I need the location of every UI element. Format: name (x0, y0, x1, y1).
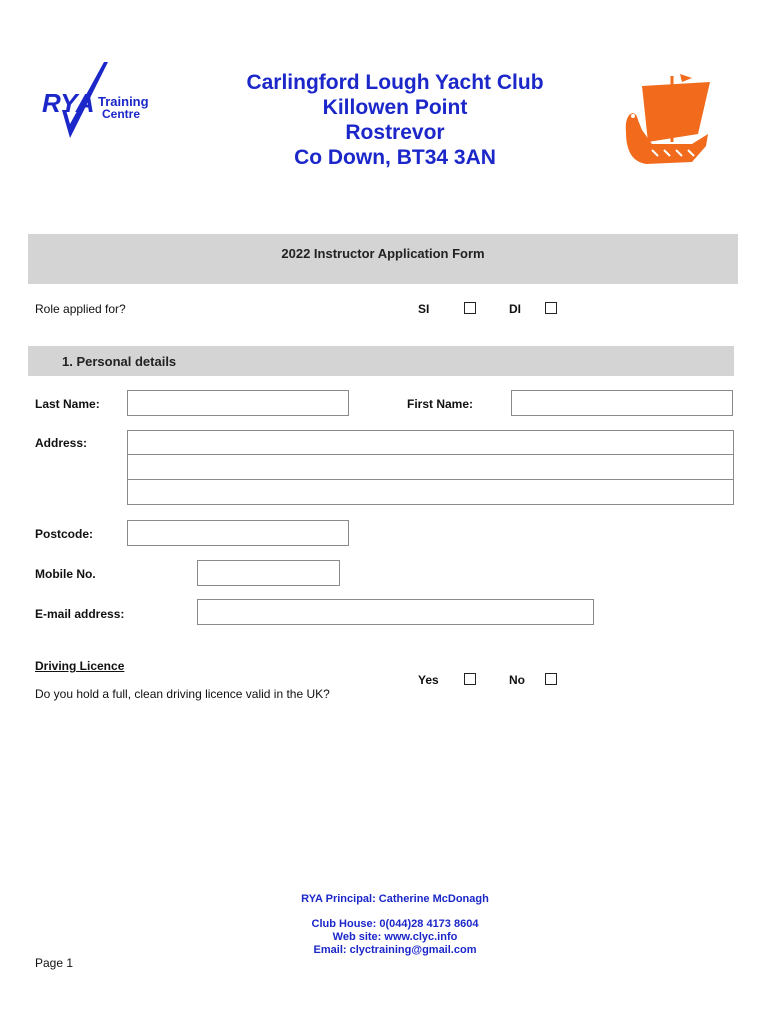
contact-email: Email: clyctraining@gmail.com (313, 944, 477, 956)
yes-label: Yes (418, 673, 439, 687)
club-address-header (190, 70, 600, 170)
form-title: 2022 Instructor Application Form (281, 246, 485, 261)
club-name: Carlingford Lough Yacht Club (246, 71, 544, 94)
address-line-1: Killowen Point (322, 96, 468, 119)
address-field-line-2[interactable] (127, 455, 734, 480)
training-logo-text: Training (98, 94, 149, 109)
mobile-label: Mobile No. (35, 567, 96, 581)
personal-details-title: 1. Personal details (62, 354, 177, 369)
first-name-field[interactable] (511, 390, 733, 416)
address-field-line-3[interactable] (127, 480, 734, 505)
centre-logo-text: Centre (102, 107, 141, 121)
rya-training-centre-logo (38, 60, 163, 148)
first-name-label: First Name: (407, 397, 474, 411)
club-house-phone: Club House: 0(044)28 4173 8604 (311, 918, 479, 930)
email-label: E-mail address: (35, 607, 125, 621)
website: Web site: www.clyc.info (332, 931, 458, 943)
postcode-field[interactable] (127, 520, 349, 546)
si-checkbox[interactable] (464, 302, 476, 314)
page-number: Page 1 (35, 956, 74, 970)
driving-licence-question: Do you hold a full, clean driving licence valid in the UK? (35, 687, 330, 701)
role-question: Role applied for? (35, 302, 126, 316)
di-checkbox[interactable] (545, 302, 557, 314)
address-line-2: Rostrevor (345, 121, 445, 144)
rya-principal: RYA Principal: Catherine McDonagh (301, 893, 489, 905)
di-label: DI (509, 302, 521, 316)
yes-checkbox[interactable] (464, 673, 476, 685)
postcode-label: Postcode: (35, 527, 94, 541)
rya-logo-text: RYA (42, 88, 95, 118)
viking-ship-logo (622, 72, 714, 172)
driving-licence-heading: Driving Licence (35, 659, 125, 673)
address-field-line-1[interactable] (127, 430, 734, 455)
si-label: SI (418, 302, 430, 316)
last-name-label: Last Name: (35, 397, 100, 411)
address-line-3: Co Down, BT34 3AN (294, 146, 496, 169)
last-name-field[interactable] (127, 390, 349, 416)
mobile-field[interactable] (197, 560, 340, 586)
no-checkbox[interactable] (545, 673, 557, 685)
address-label: Address: (35, 436, 88, 450)
no-label: No (509, 673, 525, 687)
email-field[interactable] (197, 599, 594, 625)
